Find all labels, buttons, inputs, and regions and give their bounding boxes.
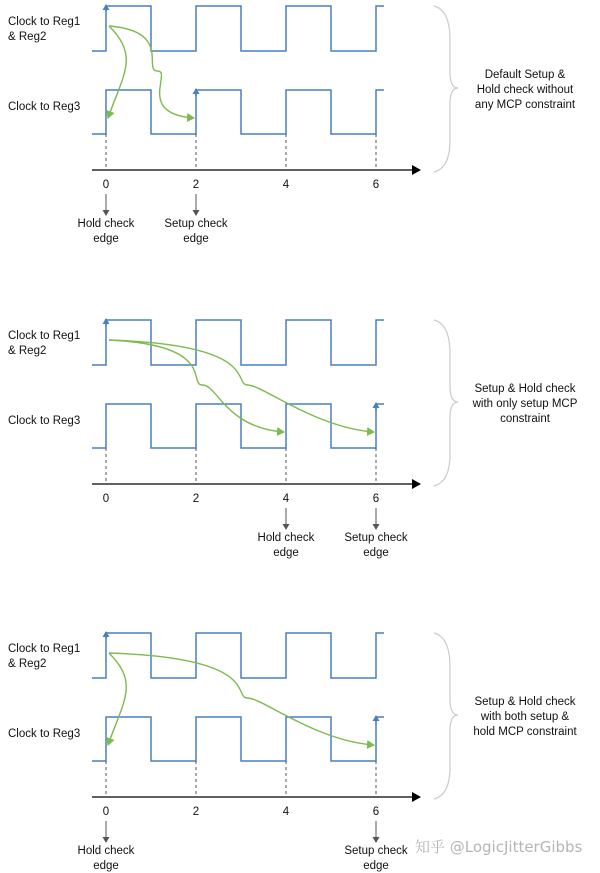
hold-check-arrow [108,26,126,118]
signal-label-reg1-reg2-line: Clock to Reg1 [8,330,81,342]
check-edge-label [78,218,135,245]
brace [434,320,458,486]
check-edge-label-line: edge [363,860,389,872]
check-edge-label-line: Setup check [344,532,408,544]
panel-description-line: Setup & Hold check [474,383,576,395]
axis-tick-4: 4 [282,806,290,818]
panel-description-line: with both setup & [480,711,570,723]
check-edge-label [344,845,408,872]
panel-description-line: hold MCP constraint [473,726,577,738]
signal-label-reg1-reg2 [8,16,80,43]
axis-tick-2: 2 [192,806,200,818]
axis-tick-6: 6 [372,806,380,818]
signal-label-reg1-reg2-line: & Reg2 [8,658,47,670]
check-edge-label [78,845,135,872]
signal-label-reg1-reg2-line: & Reg2 [8,31,47,43]
check-edge-label-line: Hold check [257,532,315,544]
signal-label-reg1-reg2 [8,643,80,670]
axis-tick-4: 4 [282,493,290,505]
check-edge-label-line: Hold check [77,845,135,857]
panel-default [8,5,576,245]
check-edge-label-line: edge [93,233,119,245]
panel-description [473,696,577,738]
clock-reg1-reg2-waveform [92,6,384,51]
check-edge-label-line: edge [93,860,119,872]
clock-reg1-reg2-waveform [92,633,384,678]
check-edge-label-line: edge [183,233,209,245]
panel-description-line: Default Setup & [484,69,566,81]
panel-setup-mcp [8,319,578,559]
panel-description-line: Hold check without [476,84,574,96]
brace [434,633,458,799]
signal-label-reg3: Clock to Reg3 [8,415,81,427]
axis-tick-4: 4 [282,179,290,191]
brace [434,6,458,172]
hold-check-arrow [108,653,126,745]
axis-tick-6: 6 [372,179,380,191]
check-edge-label-line: edge [363,547,389,559]
axis-tick-0: 0 [102,179,110,191]
signal-label-reg1-reg2 [8,330,80,357]
check-edge-label [164,218,228,245]
check-edge-label [344,532,408,559]
signal-label-reg1-reg2-line: & Reg2 [8,345,47,357]
signal-label-reg1-reg2-line: Clock to Reg1 [8,643,81,655]
axis-tick-0: 0 [102,806,110,818]
watermark-text: 知乎 @LogicJitterGibbs [415,838,583,856]
axis-tick-2: 2 [192,493,200,505]
axis-tick-0: 0 [102,493,110,505]
check-edge-label-line: Hold check [77,218,135,230]
panel-setup-hold-mcp [8,632,577,872]
panel-description [475,69,576,111]
signal-label-reg1-reg2-line: Clock to Reg1 [8,16,81,28]
check-edge-label-line: Setup check [344,845,408,857]
panel-description-line: Setup & Hold check [474,696,576,708]
check-edge-label-line: edge [273,547,299,559]
panel-description [472,383,578,425]
check-edge-label [258,532,315,559]
signal-label-reg3: Clock to Reg3 [8,728,81,740]
panel-description-line: any MCP constraint [474,99,576,111]
axis-tick-6: 6 [372,493,380,505]
panel-description-line: with only setup MCP [472,398,578,410]
clock-reg3-waveform [92,90,384,134]
panel-description-line: constraint [500,413,550,425]
check-edge-label-line: Setup check [164,218,228,230]
axis-tick-2: 2 [192,179,200,191]
signal-label-reg3: Clock to Reg3 [8,101,81,113]
